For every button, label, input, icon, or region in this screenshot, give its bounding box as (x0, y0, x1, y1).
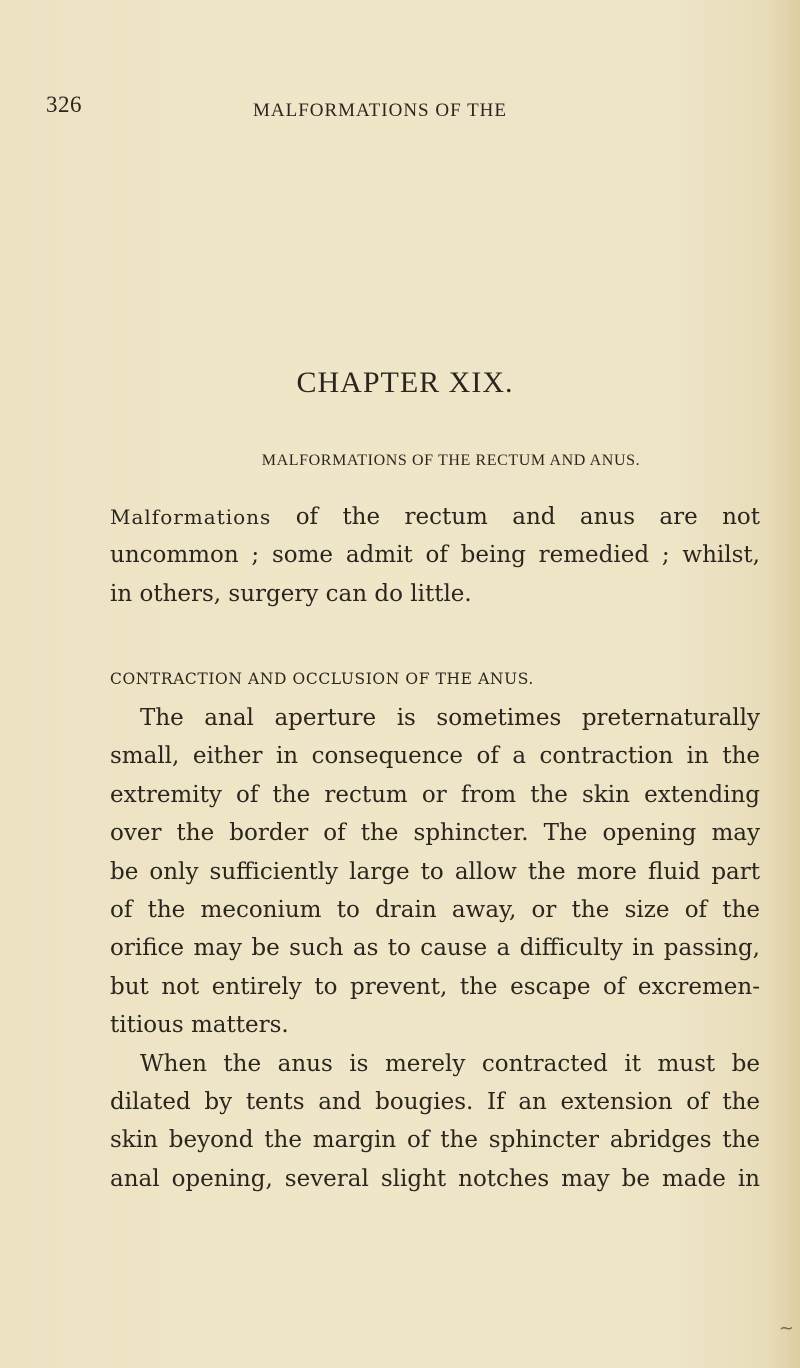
intro-paragraph (110, 498, 760, 613)
section-line: of the meconium to drain away, or the size of the (110, 897, 760, 924)
intro-line-3: in others, surgery can do little. (110, 580, 472, 607)
chapter-subtitle: MALFORMATIONS OF THE RECTUM AND ANUS. (261, 452, 641, 469)
edge-mark: ~ (778, 1318, 794, 1339)
intro-line-2: uncommon ; some admit of being remedied ; whilst, (110, 542, 760, 569)
section-line: extremity of the rectum or from the skin extending (110, 781, 760, 808)
section-line: orifice may be such as to cause a difficulty in passing, (110, 935, 760, 962)
intro-line-1 (110, 498, 760, 536)
section-line: small, either in consequence of a contraction in the (110, 743, 760, 770)
section-line: over the border of the sphincter. The opening may (110, 820, 760, 847)
section-line: dilated by tents and bougies. If an extension of the (110, 1089, 760, 1116)
chapter-title: CHAPTER XIX. (296, 366, 514, 399)
section-line: titious matters. (110, 1012, 289, 1039)
section-line: The anal aperture is sometimes preternaturally (140, 705, 760, 731)
section-line: When the anus is merely contracted it must be (140, 1050, 760, 1077)
section-paragraphs (110, 699, 760, 1198)
section-line: anal opening, several slight notches may be made in (110, 1165, 760, 1192)
intro-lead-word: Malformations (110, 505, 272, 529)
running-head: MALFORMATIONS OF THE (252, 100, 507, 121)
page-number: 326 (46, 92, 82, 117)
intro-line-1-rest: of the rectum and anus are not (271, 504, 760, 530)
section-line: but not entirely to prevent, the escape of excremen- (110, 973, 760, 1000)
section-line: skin beyond the margin of the sphincter abridges the (110, 1127, 760, 1154)
section-line: be only sufficiently large to allow the more fluid part (110, 858, 760, 885)
section-heading: CONTRACTION AND OCCLUSION OF THE ANUS. (110, 670, 534, 688)
